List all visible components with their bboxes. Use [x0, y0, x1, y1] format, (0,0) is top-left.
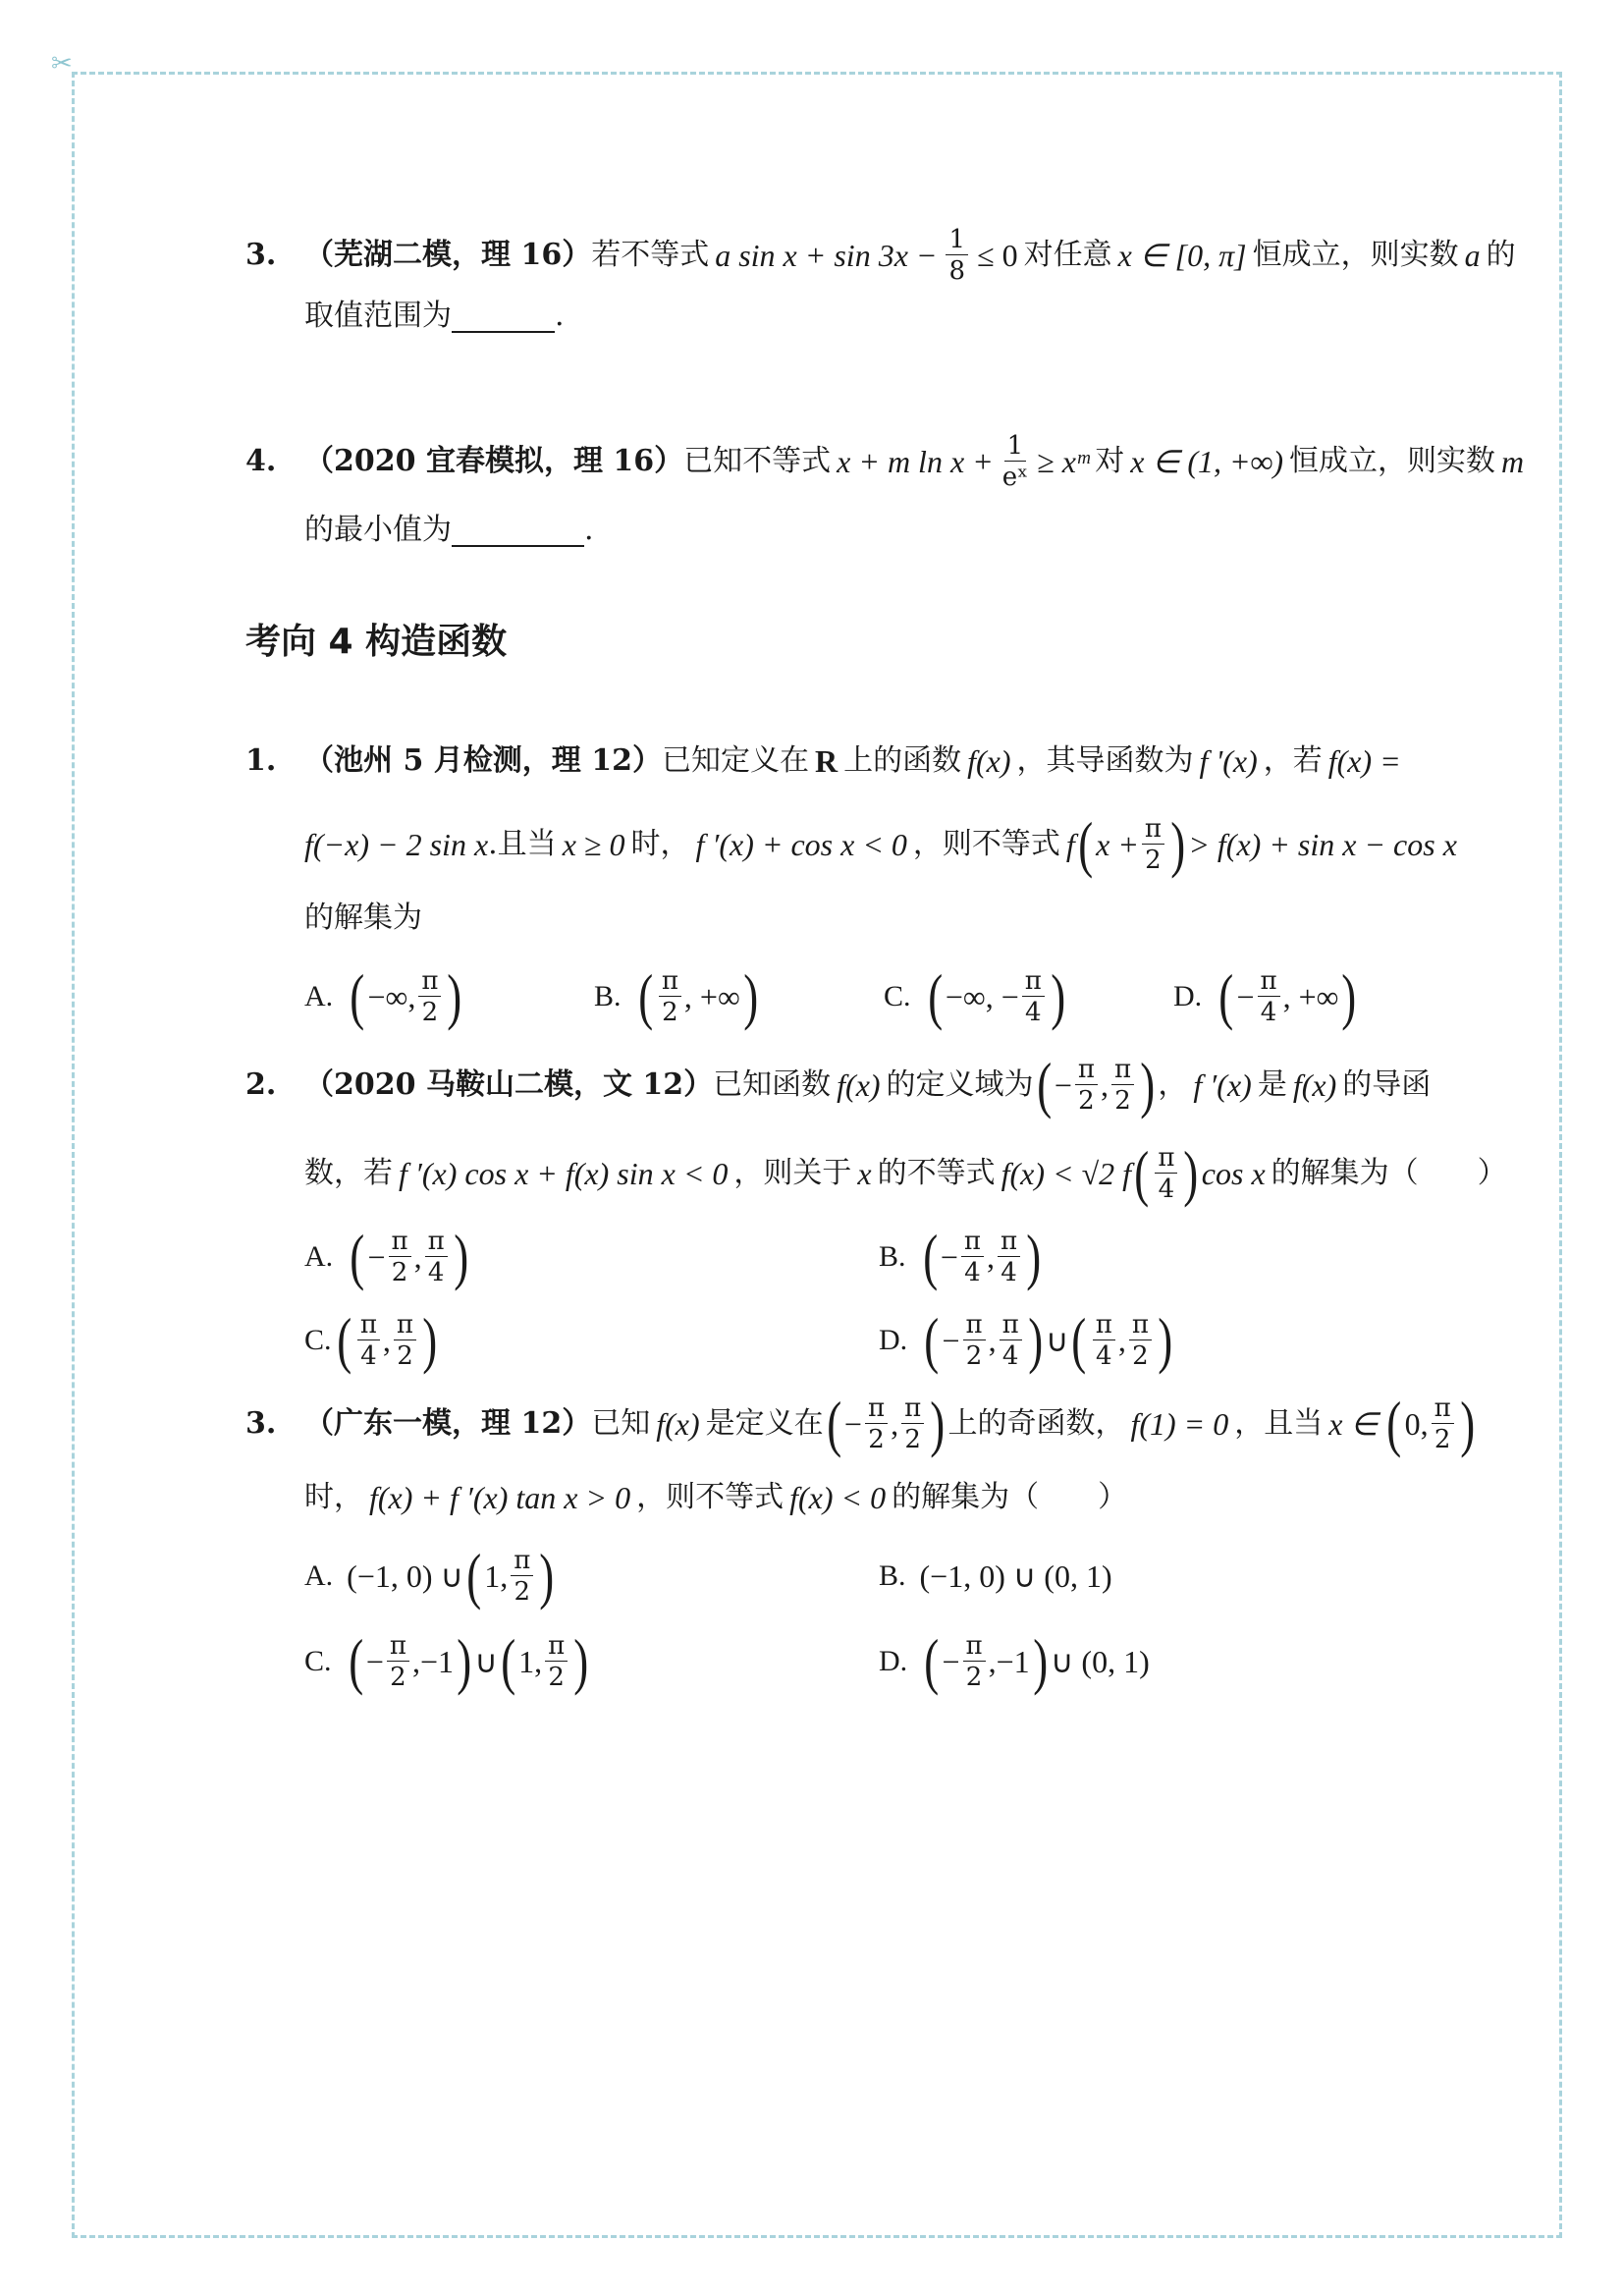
q3-option-b[interactable]: B. (−1, 0) ∪ (0, 1): [879, 1558, 1112, 1594]
math-expression: f(x) < 0: [789, 1480, 887, 1515]
problem-text: 的导函: [1342, 1067, 1432, 1102]
math-expression: f(x): [656, 1406, 700, 1442]
problem-number: 4.: [245, 444, 277, 478]
problem-text: 若不等式: [591, 238, 710, 272]
problem-text: .: [555, 299, 565, 333]
problem-text: ，则不等式: [636, 1480, 784, 1514]
q2-option-b[interactable]: B. ( − $\frac{\pi}{4}$ , $\frac{\pi}{4}$ ): [879, 1222, 1042, 1291]
problem-source: （2020 马鞍山二模，文 12）: [304, 1067, 714, 1102]
problem-text: 已知函数: [713, 1067, 832, 1102]
q1-option-c[interactable]: C. ( −∞, − $\frac{\pi}{4}$ ): [884, 961, 1065, 1031]
math-expression: x ∈: [1328, 1406, 1379, 1442]
problem-text: 的定义域为: [886, 1067, 1034, 1102]
problem-3-line-2: [304, 287, 565, 346]
problem-text: 是: [1257, 1067, 1287, 1102]
problem-text: 已知不等式: [683, 444, 832, 478]
q1-option-d[interactable]: D. ( − $\frac{\pi}{4}$ , +∞ ): [1173, 961, 1357, 1031]
problem-text: 取值范围为: [304, 299, 452, 333]
problem-text: 的: [1486, 238, 1516, 272]
problem-text: ，则关于: [733, 1156, 852, 1190]
problem-text: 的最小值为: [304, 513, 452, 547]
problem-text: 时，: [630, 827, 690, 861]
math-expression: x + m ln x +: [837, 444, 994, 479]
problem-number: 3.: [245, 238, 277, 272]
math-expression: R: [814, 743, 839, 779]
math-expression: f ′(x) + cos x < 0: [695, 827, 907, 862]
problem-text: ，若: [1263, 743, 1323, 778]
problem-text: 数，若: [304, 1156, 393, 1190]
problem-text: ，则不等式: [912, 827, 1060, 861]
section-heading: 考向 4 构造函数: [245, 622, 508, 662]
math-expression: f(−x) − 2 sin x: [304, 827, 489, 862]
problem-text: 的解集为（ ）: [1271, 1156, 1507, 1190]
math-expression: f(1) = 0: [1130, 1406, 1229, 1442]
math-expression: x ∈ [0, π]: [1117, 238, 1247, 273]
math-expression: ≤ 0: [977, 238, 1018, 273]
math-expression: f(x): [1292, 1067, 1337, 1103]
math-expression: f(x) < √2 f: [1001, 1156, 1132, 1191]
math-expression: f ′(x): [1193, 1067, 1252, 1103]
q2-option-a[interactable]: A. ( − $\frac{\pi}{2}$ , $\frac{\pi}{4}$ ): [304, 1222, 468, 1291]
problem-text: 对任意: [1023, 238, 1112, 272]
problem-text: 已知: [591, 1406, 651, 1441]
math-expression: f ′(x) cos x + f(x) sin x < 0: [399, 1156, 729, 1191]
problem-number: 3.: [245, 1406, 277, 1441]
problem-source: （芜湖二模，理 16）: [304, 238, 592, 272]
problem-number: 2.: [245, 1067, 277, 1102]
q3-line-2: [304, 1468, 1127, 1527]
math-expression: f(x): [837, 1067, 881, 1103]
problem-text: .: [584, 513, 594, 547]
q2-line-2: 数，若 f ′(x) cos x + f(x) sin x < 0 ，则关于 x 的不等式 f(x) < √2 f ( $\frac{\pi}{4}$ ) cos x 的解集为（ ）: [304, 1138, 1507, 1208]
q1-line-1: [304, 732, 1407, 791]
answer-blank: [452, 300, 555, 333]
problem-text: ，且当: [1234, 1406, 1324, 1441]
q1-option-a[interactable]: A. ( −∞, $\frac{\pi}{2}$ ): [304, 961, 462, 1031]
math-expression: a: [1464, 238, 1481, 273]
math-expression: ≥ xᵐ: [1037, 444, 1090, 479]
math-expression: f(x): [967, 743, 1011, 779]
q1-line-2: f(−x) − 2 sin x .且当 x ≥ 0 时， f ′(x) + cos x < 0 ，则不等式 f ( x + $\frac{\pi}{2}$ ) > f(x) + sin x − cos x: [304, 809, 1457, 879]
q1-line-3: [304, 889, 422, 948]
problem-text: 时，: [304, 1480, 363, 1514]
q3-option-c[interactable]: C. ( − $\frac{\pi}{2}$ , −1 ) ∪ ( 1, $\frac{\pi}{2}$ ): [304, 1626, 589, 1696]
problem-text: 对: [1095, 444, 1125, 478]
math-expression: x: [857, 1156, 872, 1191]
fraction: $\frac{1}{\text{eˣ}}$: [1001, 431, 1029, 492]
problem-text: ，: [1158, 1067, 1188, 1102]
math-expression: f(x) =: [1327, 743, 1401, 779]
problem-text: 恒成立，则实数: [1252, 238, 1459, 272]
scissors-icon: ✂: [51, 49, 73, 79]
math-expression: x ≥ 0: [562, 827, 625, 862]
problem-source: （广东一模，理 12）: [304, 1406, 592, 1441]
problem-text: 上的奇函数，: [947, 1406, 1125, 1441]
problem-text: 的解集为: [304, 901, 422, 935]
problem-text: 恒成立，则实数: [1289, 444, 1496, 478]
q1-option-b[interactable]: B. ( $\frac{\pi}{2}$ , +∞ ): [594, 961, 758, 1031]
problem-text: 的不等式: [877, 1156, 996, 1190]
math-expression: a sin x + sin 3x −: [715, 238, 938, 273]
math-expression: f '(x): [1199, 743, 1258, 779]
fraction: $\frac{1}{8}$: [946, 227, 968, 284]
q2-line-1: （2020 马鞍山二模，文 12） 已知函数 f(x) 的定义域为 ( − $\frac{\pi}{2}$ , $\frac{\pi}{2}$ ) ， f ′(x) 是 f(x) 的导函: [304, 1050, 1432, 1120]
q3-option-d[interactable]: D. ( − $\frac{\pi}{2}$ , −1 ) ∪ (0, 1): [879, 1626, 1150, 1696]
problem-4-line-1: [304, 417, 1530, 506]
problem-text: 的解集为（ ）: [892, 1480, 1128, 1514]
math-expression: x +: [1096, 827, 1139, 862]
problem-text: 已知定义在: [661, 743, 809, 778]
problem-text: 是定义在: [705, 1406, 824, 1441]
math-expression: f(x) + f ′(x) tan x > 0: [369, 1480, 631, 1515]
answer-blank: [452, 514, 584, 547]
problem-number: 1.: [245, 743, 277, 778]
q2-option-c[interactable]: C. ( $\frac{\pi}{4}$ , $\frac{\pi}{2}$ ): [304, 1305, 438, 1375]
math-expression: cos x: [1201, 1156, 1266, 1191]
problem-source: （池州 5 月检测，理 12）: [304, 743, 662, 778]
math-expression: m: [1501, 444, 1525, 479]
fraction: $\frac{\pi}{2}$: [1142, 816, 1164, 873]
q2-option-d[interactable]: D. ( − $\frac{\pi}{2}$ , $\frac{\pi}{4}$ ) ∪ ( $\frac{\pi}{4}$ , $\frac{\pi}{2}$ ): [879, 1305, 1173, 1375]
math-expression: x ∈ (1, +∞): [1130, 444, 1284, 479]
math-expression: f: [1065, 827, 1075, 862]
problem-4-line-2: [304, 501, 594, 560]
q3-option-a[interactable]: A. (−1, 0) ∪ ( 1, $\frac{\pi}{2}$ ): [304, 1541, 555, 1611]
math-expression: > f(x) + sin x − cos x: [1188, 827, 1457, 862]
problem-text: ，其导函数为: [1016, 743, 1194, 778]
problem-text: .且当: [488, 827, 557, 861]
q3-line-1: （广东一模，理 12） 已知 f(x) 是定义在 ( − $\frac{\pi}{2}$ , $\frac{\pi}{2}$ ) 上的奇函数， f(1) = 0 ，且当 x ∈ ( 0, $\frac{\pi}{2}$ ): [304, 1389, 1475, 1458]
problem-source: （2020 宜春模拟，理 16）: [304, 444, 684, 478]
problem-text: 上的函数: [843, 743, 962, 778]
